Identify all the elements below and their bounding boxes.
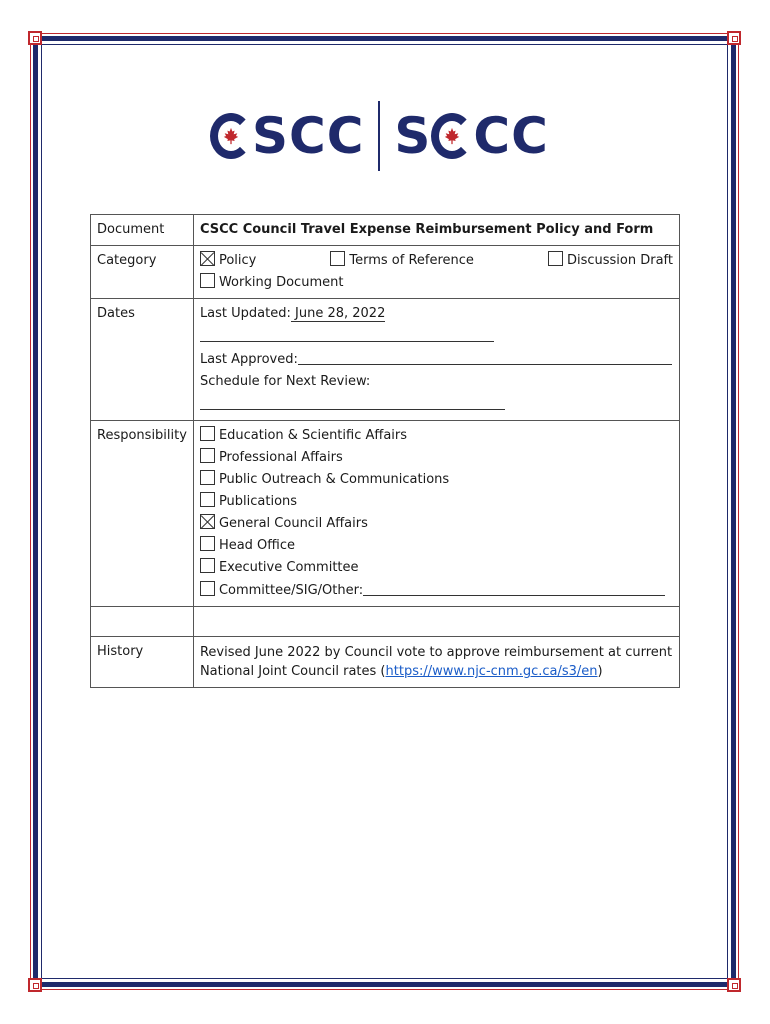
row-document (91, 215, 680, 246)
empty-label-cell (91, 607, 194, 637)
checkbox[interactable] (200, 558, 215, 573)
checkbox[interactable] (200, 273, 215, 288)
logo-c-with-leaf-fr (431, 113, 473, 159)
logo-english-text: SCC (252, 107, 365, 165)
checkbox[interactable] (548, 251, 563, 266)
document-title: CSCC Council Travel Expense Reimbursement Policy and Form (193, 215, 679, 246)
logo-french (394, 107, 548, 165)
history-label: History (91, 637, 194, 688)
last-approved-field[interactable] (298, 348, 672, 365)
responsibility-options (193, 421, 679, 607)
category-options (193, 246, 679, 299)
category-option-discussion[interactable]: Discussion Draft (548, 250, 673, 272)
corner-ornament-bottom-left (28, 978, 42, 992)
next-review-field[interactable] (200, 393, 505, 410)
maple-leaf-icon (222, 127, 240, 145)
corner-ornament-top-right (727, 31, 741, 45)
dates-label: Dates (91, 299, 194, 421)
row-empty (91, 607, 680, 637)
cscc-logo (210, 98, 560, 174)
row-dates (91, 299, 680, 421)
resp-option-education[interactable]: Education & Scientific Affairs (200, 425, 673, 447)
last-updated-value[interactable]: June 28, 2022 (290, 306, 386, 321)
policy-info-table (90, 214, 680, 688)
resp-option-other[interactable]: Committee/SIG/Other: (200, 579, 673, 602)
resp-option-executive[interactable]: Executive Committee (200, 557, 673, 579)
corner-ornament-top-left (28, 31, 42, 45)
other-committee-field[interactable] (363, 579, 665, 596)
checkbox[interactable] (200, 536, 215, 551)
category-option-working[interactable]: Working Document (200, 272, 673, 294)
row-responsibility (91, 421, 680, 607)
logo-english (210, 107, 364, 165)
checkbox-checked[interactable] (200, 514, 215, 529)
document-label: Document (91, 215, 194, 246)
category-option-policy[interactable]: Policy (200, 250, 256, 272)
empty-value-cell (193, 607, 679, 637)
logo-c-with-leaf (210, 113, 252, 159)
resp-option-general-council[interactable]: General Council Affairs (200, 513, 673, 535)
logo-french-s: S (394, 107, 432, 165)
resp-option-professional[interactable]: Professional Affairs (200, 447, 673, 469)
checkbox[interactable] (200, 581, 215, 596)
checkbox[interactable] (200, 448, 215, 463)
row-category (91, 246, 680, 299)
last-approved-line: Last Approved: (200, 348, 673, 371)
resp-option-publications[interactable]: Publications (200, 491, 673, 513)
njc-rates-link[interactable]: https://www.njc-cnm.gc.ca/s3/en (385, 664, 598, 679)
checkbox[interactable] (330, 251, 345, 266)
next-review-line: Schedule for Next Review: (200, 371, 673, 416)
last-updated-blank (200, 325, 494, 342)
checkbox-checked[interactable] (200, 251, 215, 266)
dates-fields (193, 299, 679, 421)
logo-french-text: CC (473, 107, 549, 165)
resp-option-outreach[interactable]: Public Outreach & Communications (200, 469, 673, 491)
checkbox[interactable] (200, 426, 215, 441)
checkbox[interactable] (200, 470, 215, 485)
corner-ornament-bottom-right (727, 978, 741, 992)
last-updated-line: Last Updated: June 28, 2022 (200, 303, 673, 348)
checkbox[interactable] (200, 492, 215, 507)
history-text: Revised June 2022 by Council vote to approve reimbursement at current National Joint Council rates (https://www.njc-cnm.gc.ca/s3/en) (193, 637, 679, 688)
maple-leaf-icon (443, 127, 461, 145)
category-option-terms[interactable]: Terms of Reference (330, 250, 474, 272)
row-history (91, 637, 680, 688)
category-label: Category (91, 246, 194, 299)
logo-divider (378, 101, 380, 171)
resp-option-head-office[interactable]: Head Office (200, 535, 673, 557)
responsibility-label: Responsibility (91, 421, 194, 607)
